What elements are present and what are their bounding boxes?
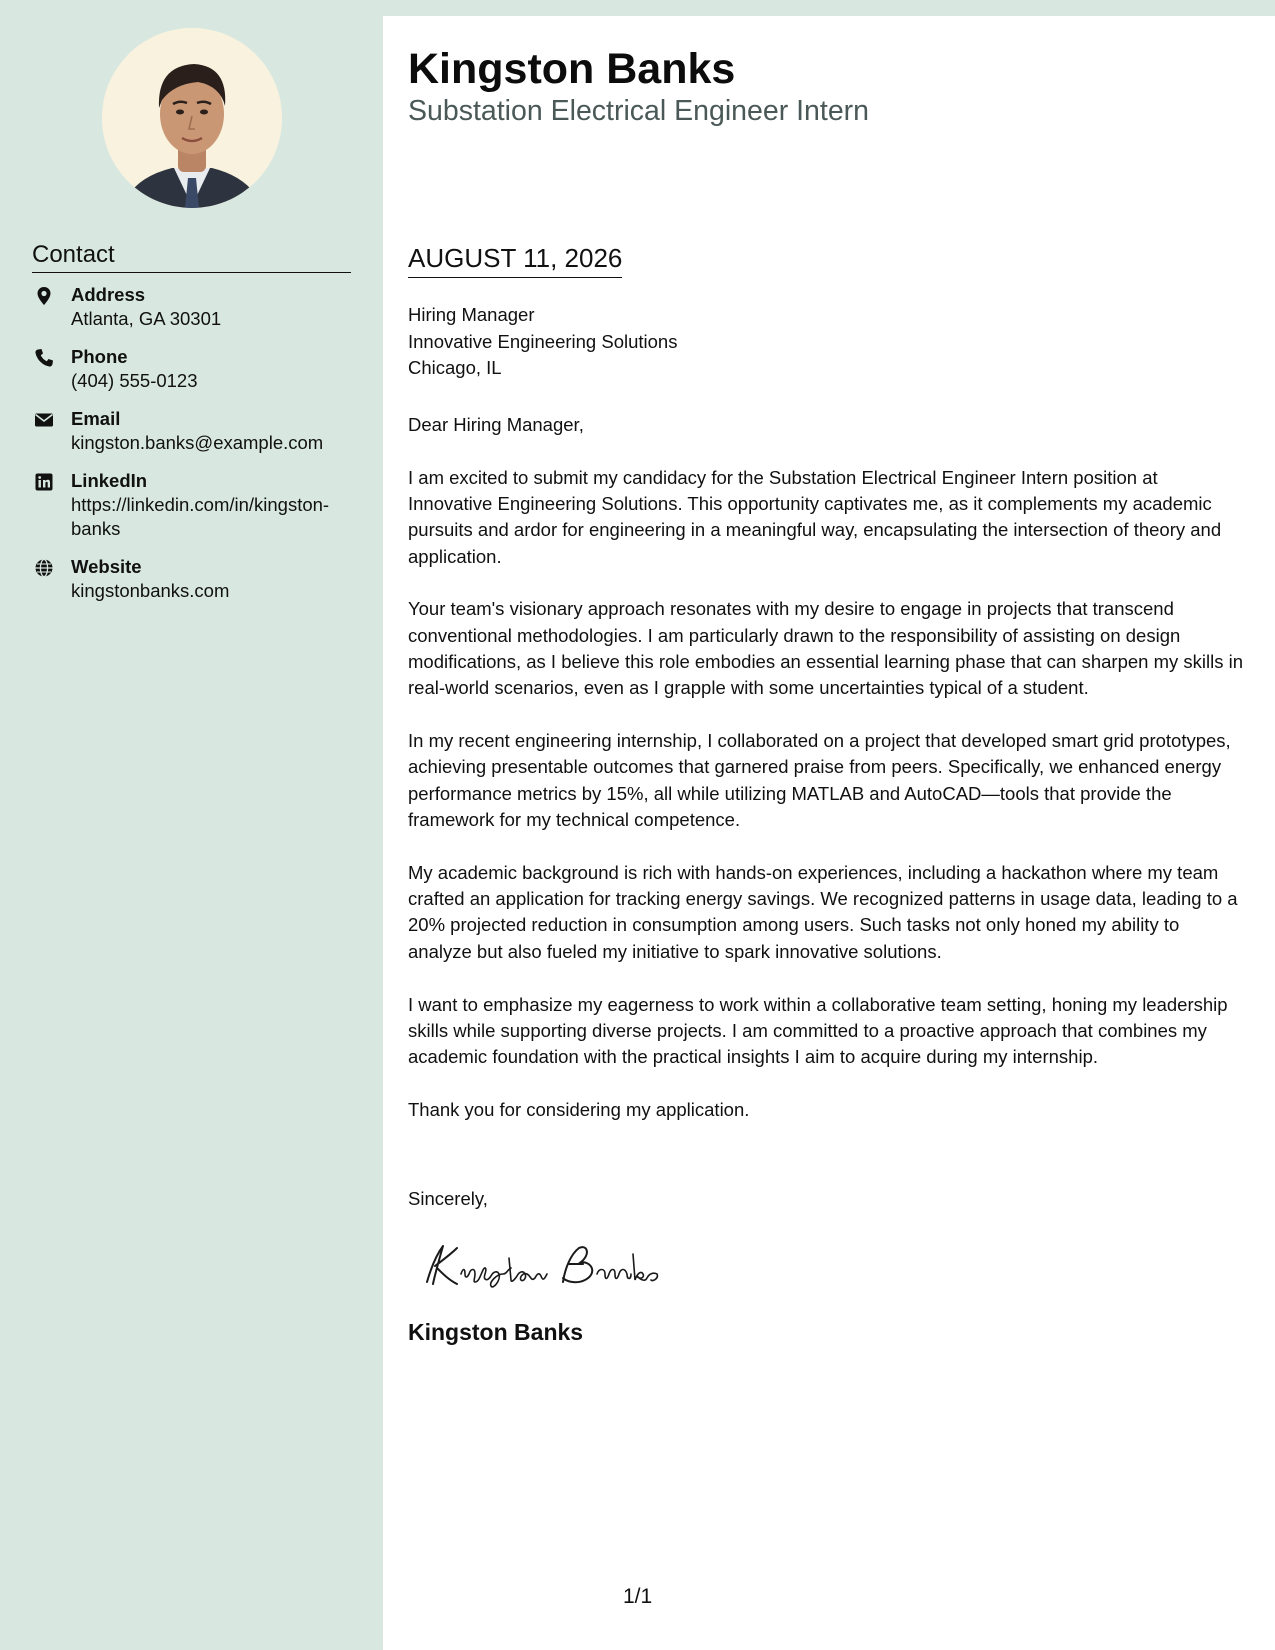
contact-label: Email — [71, 408, 121, 429]
contact-item-linkedin — [32, 469, 362, 541]
salutation: Dear Hiring Manager, — [408, 414, 584, 435]
contact-label: Address — [71, 284, 146, 305]
recipient-block — [408, 302, 677, 382]
job-title: Substation Electrical Engineer Intern — [408, 95, 870, 127]
contact-label: Phone — [71, 346, 128, 367]
signed-name: Kingston Banks — [408, 1319, 584, 1345]
envelope-icon — [34, 410, 54, 430]
sidebar — [0, 0, 383, 1650]
letter-body — [408, 412, 1243, 1150]
applicant-name: Kingston Banks — [408, 45, 736, 93]
body-paragraph: Your team's visionary approach resonates with my desire to engage in projects that transcend conventional methodologies. I am particularly drawn to the responsibility of assisting on design modifications, as I believe this role embodies an essential learning phase that can sharpen my skills in real-world scenarios, even as I grapple with some uncertainties typical of a student. — [408, 598, 1244, 699]
body-paragraph: I want to emphasize my eagerness to work within a collaborative team setting, honing my leadership skills while supporting diverse projects. I am committed to a proactive approach that combines my academic foundation with the practical insights I aim to acquire during my internship. — [408, 993, 1228, 1068]
contact-item-website — [32, 555, 362, 603]
contact-item-email — [32, 407, 362, 455]
letter-date: AUGUST 11, 2026 — [408, 242, 622, 278]
contact-item-address — [32, 283, 362, 331]
contact-heading: Contact — [32, 240, 351, 273]
page-number: 1/1 — [623, 1585, 653, 1608]
handwritten-signature — [413, 1234, 673, 1294]
phone-icon — [34, 348, 54, 368]
closing: Sincerely, — [408, 1188, 488, 1209]
map-pin-icon — [34, 286, 54, 306]
linkedin-icon — [34, 472, 54, 492]
body-paragraph: I am excited to submit my candidacy for the Substation Electrical Engineer Intern position at Innovative Engineering Solutions. This opportunity captivates me, as it complements my academic pursuits and ardor for engineering in a meaningful way, encapsulating the intersection of theory and application. — [408, 466, 1222, 567]
contact-value: kingston.banks@example.com — [71, 432, 324, 453]
contact-label: LinkedIn — [71, 470, 148, 491]
person-portrait-icon — [102, 28, 282, 208]
contact-list — [32, 283, 362, 617]
globe-icon — [34, 558, 54, 578]
contact-label: Website — [71, 556, 142, 577]
recipient-line: Hiring Manager — [408, 304, 535, 325]
recipient-line: Innovative Engineering Solutions — [408, 330, 678, 352]
profile-photo — [102, 28, 282, 208]
body-paragraph: My academic background is rich with hands-on experiences, including a hackathon where my team crafted an application for tracking energy savings. We recognized patterns in usage data, leading to a 20% projected reduction in consumption among users. Such tasks not only honed my ability to analyze but also fueled my initiative to spark innovative solutions. — [408, 861, 1238, 962]
contact-item-phone — [32, 345, 362, 393]
recipient-line: Chicago, IL — [408, 357, 502, 378]
contact-value: (404) 555-0123 — [71, 370, 198, 391]
contact-value: https://linkedin.com/in/kingston-banks — [71, 494, 330, 539]
body-paragraph: In my recent engineering internship, I collaborated on a project that developed smart grid prototypes, achieving presentable outcomes that garnered praise from peers. Specifically, we enhanced energy performance metrics by 15%, all while utilizing MATLAB and AutoCAD—tools that provide the framework for my technical competence. — [408, 730, 1231, 831]
contact-value: kingstonbanks.com — [71, 580, 230, 601]
contact-value: Atlanta, GA 30301 — [71, 308, 222, 329]
letter-page — [383, 16, 1275, 1650]
body-paragraph: Thank you for considering my application. — [408, 1098, 750, 1120]
